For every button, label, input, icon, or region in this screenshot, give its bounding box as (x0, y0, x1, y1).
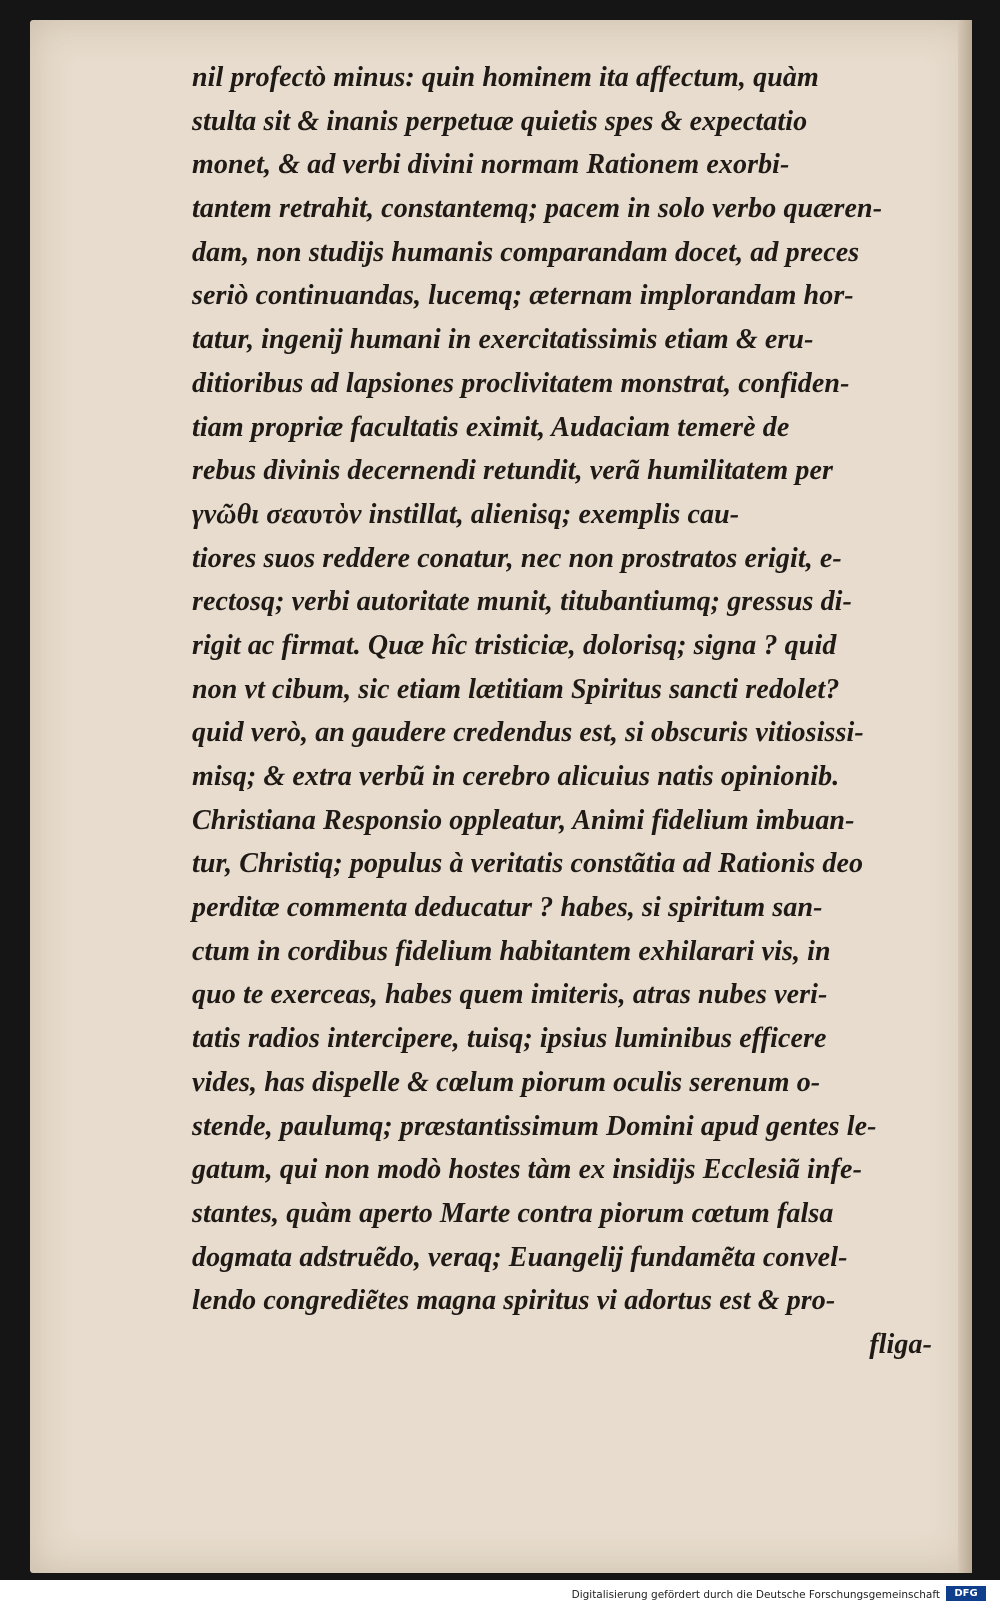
text-line: perditæ commenta deducatur ? habes, si spiritum san- (192, 892, 823, 924)
footer-credit: Digitalisierung gefördert durch die Deutsche Forschungsgemeinschaft (571, 1589, 940, 1601)
text-line: γνῶθι σεαυτὸν instillat, alienisq; exemplis cau- (192, 498, 740, 530)
text-line: seriò continuandas, lucemq; æternam implorandam hor- (192, 280, 854, 312)
text-line: stende, paulumq; præstantissimum Domini apud gentes le- (192, 1110, 877, 1142)
page-gutter (958, 20, 972, 1573)
text-line: dogmata adstruẽdo, veraq; Euangelij fundamẽta convel- (192, 1241, 848, 1273)
text-line: ditioribus ad lapsiones proclivitatem monstrat, confiden- (192, 367, 850, 399)
text-line: ctum in cordibus fidelium habitantem exhilarari vis, in (192, 935, 831, 967)
text-line: stantes, quàm aperto Marte contra piorum cœtum falsa (192, 1197, 834, 1229)
text-line: monet, & ad verbi divini normam Rationem exorbi- (192, 149, 790, 181)
catchword: fliga- (869, 1328, 932, 1360)
text-line: tiores suos reddere conatur, nec non prostratos erigit, e- (192, 542, 842, 574)
text-line: non vt cibum, sic etiam lætitiam Spiritus sancti redolet? (192, 673, 840, 705)
text-line: rectosq; verbi autoritate munit, titubantiumq; gressus di- (192, 586, 852, 618)
text-line: vides, has dispelle & cœlum piorum oculis serenum o- (192, 1066, 821, 1098)
text-line: tatis radios intercipere, tuisq; ipsius luminibus efficere (192, 1023, 827, 1055)
text-line: Christiana Responsio oppleatur, Animi fidelium imbuan- (192, 804, 855, 836)
dfg-logo-icon: DFG (946, 1586, 986, 1601)
text-line: tiam propriæ facultatis eximit, Audaciam temerè de (192, 411, 790, 443)
text-line: tantem retrahit, constantemq; pacem in solo verbo quæren- (192, 193, 883, 225)
text-line: nil profectò minus: quin hominem ita affectum, quàm (192, 62, 819, 93)
text-line: lendo congrediẽtes magna spiritus vi adortus est & pro- (192, 1285, 836, 1317)
footer-bar (0, 1580, 1000, 1608)
text-line: tatur, ingenij humani in exercitatissimis etiam & eru- (192, 324, 814, 356)
text-line: dam, non studijs humanis comparandam docet, ad preces (192, 236, 860, 268)
text-line: stulta sit & inanis perpetuæ quietis spes & expectatio (192, 105, 808, 137)
text-line: gatum, qui non modò hostes tàm ex insidijs Ecclesiã infe- (192, 1154, 862, 1186)
text-block (192, 56, 932, 1367)
text-line: quid verò, an gaudere credendus est, si obscuris vitiosissi- (192, 717, 864, 749)
text-line: rigit ac firmat. Quæ hîc tristiciæ, dolorisq; signa ? quid (192, 629, 837, 661)
text-line: misq; & extra verbũ in cerebro alicuius natis opinionib. (192, 761, 840, 792)
text-line: quo te exerceas, habes quem imiteris, atras nubes veri- (192, 979, 828, 1011)
text-line: rebus divinis decernendi retundit, verã humilitatem per (192, 455, 833, 487)
text-line: tur, Christiq; populus à veritatis constãtia ad Rationis deo (192, 848, 864, 880)
